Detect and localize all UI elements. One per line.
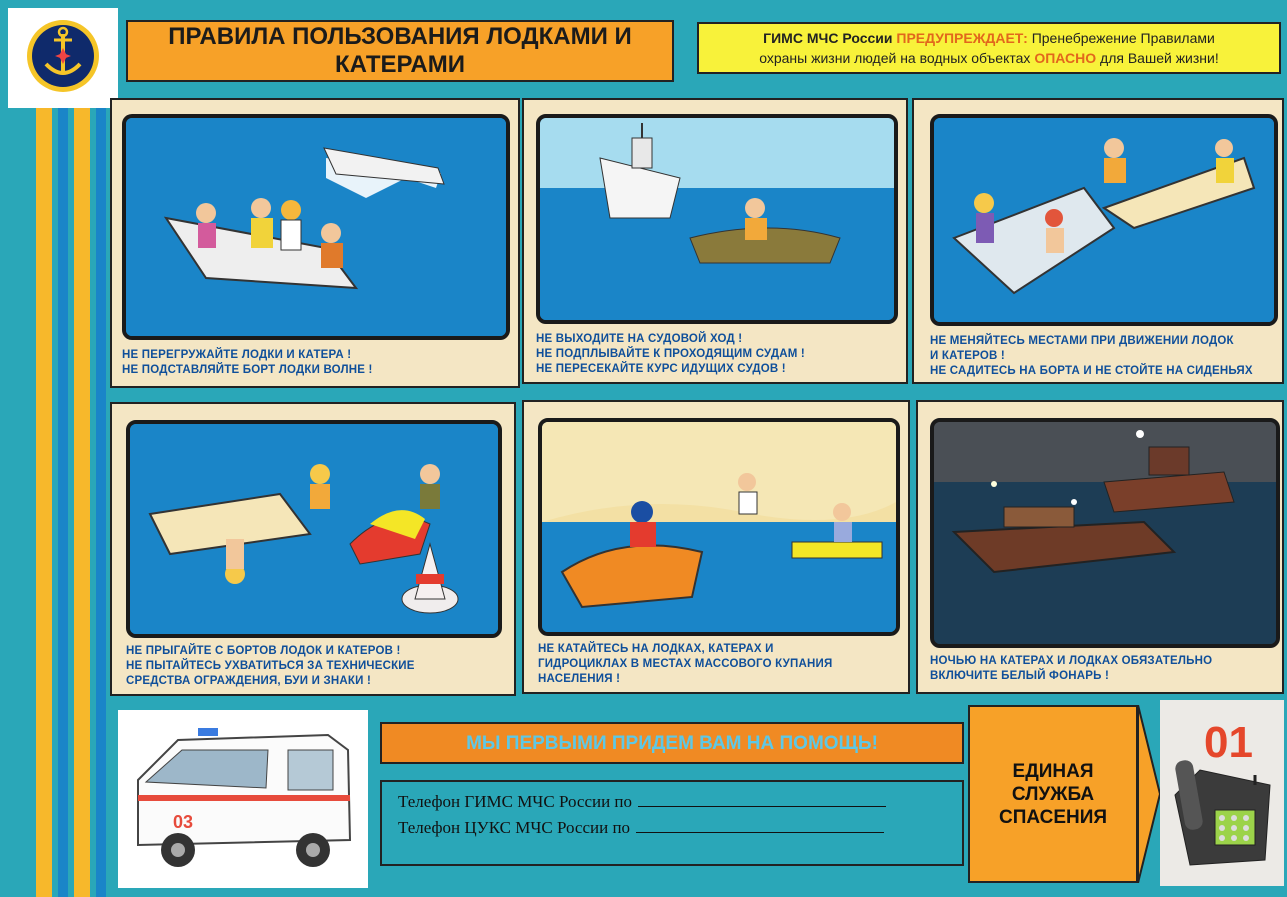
warning-text: Пренебрежение Правилами — [1031, 30, 1215, 46]
warning-verb: ПРЕДУПРЕЖДАЕТ: — [896, 30, 1028, 46]
decor-stripe — [96, 95, 106, 897]
decor-stripe — [74, 95, 90, 897]
rule-panel — [522, 400, 910, 694]
rule-caption: СРЕДСТВА ОГРАЖДЕНИЯ, БУИ И ЗНАКИ ! — [126, 675, 372, 687]
rule-caption: НОЧЬЮ НА КАТЕРАХ И ЛОДКАХ ОБЯЗАТЕЛЬНО — [930, 655, 1213, 667]
rule-panel — [916, 400, 1284, 694]
ship-crossing-icon — [536, 114, 898, 324]
rule-caption: НЕ ПОДПЛЫВАЙТЕ К ПРОХОДЯЩИМ СУДАМ ! — [536, 348, 805, 360]
warning-text: для Вашей жизни! — [1100, 50, 1219, 66]
page-title — [126, 20, 674, 82]
rule-caption: НЕ МЕНЯЙТЕСЬ МЕСТАМИ ПРИ ДВИЖЕНИИ ЛОДОК — [930, 335, 1234, 347]
rule-caption: НЕ ПОДСТАВЛЯЙТЕ БОРТ ЛОДКИ ВОЛНЕ ! — [122, 364, 373, 376]
switching-boats-icon — [930, 114, 1278, 326]
rule-caption: НАСЕЛЕНИЯ ! — [538, 673, 621, 685]
rule-caption: ВКЛЮЧИТЕ БЕЛЫЙ ФОНАРЬ ! — [930, 670, 1109, 682]
ambulance-number: 03 — [173, 812, 194, 832]
emergency-service-box — [968, 705, 1138, 883]
service-line: СЛУЖБА — [1011, 783, 1095, 805]
rule-caption: НЕ ПЕРЕГРУЖАЙТЕ ЛОДКИ И КАТЕРА ! — [122, 349, 352, 361]
decor-stripe — [58, 95, 68, 897]
rule-panel — [110, 402, 516, 696]
phone-blank — [636, 818, 884, 833]
decor-stripe — [36, 95, 52, 897]
rule-panel — [912, 98, 1284, 384]
jetski-beach-icon — [538, 418, 900, 636]
rule-caption: НЕ КАТАЙТЕСЬ НА ЛОДКАХ, КАТЕРАХ И — [538, 643, 774, 655]
phone-label: Телефон ЦУКС МЧС России по — [398, 818, 631, 837]
rule-caption: НЕ ВЫХОДИТЕ НА СУДОВОЙ ХОД ! — [536, 333, 743, 345]
rule-panel — [110, 98, 520, 388]
help-banner: МЫ ПЕРВЫМИ ПРИДЕМ ВАМ НА ПОМОЩЬ! — [380, 722, 964, 764]
phone-box — [380, 780, 964, 866]
rule-caption: И КАТЕРОВ ! — [930, 350, 1005, 362]
jumping-from-boat-icon — [126, 420, 502, 638]
warning-danger: ОПАСНО — [1034, 50, 1097, 66]
phone-label: Телефон ГИМС МЧС России по — [398, 792, 633, 811]
service-line: ЕДИНАЯ — [1012, 760, 1094, 782]
arrow-icon — [1138, 705, 1162, 883]
anchor-emblem-icon — [8, 8, 118, 108]
overloaded-boat-icon — [122, 114, 510, 340]
emergency-number: 01 — [1204, 718, 1253, 767]
title-line: КАТЕРАМИ — [335, 51, 465, 78]
service-line: СПАСЕНИЯ — [998, 806, 1108, 828]
rule-caption: НЕ ПЕРЕСЕКАЙТЕ КУРС ИДУЩИХ СУДОВ ! — [536, 363, 786, 375]
warning-text: охраны жизни людей на водных объектах — [759, 50, 1031, 66]
ambulance-icon — [118, 710, 368, 888]
rule-caption: ГИДРОЦИКЛАХ В МЕСТАХ МАССОВОГО КУПАНИЯ — [538, 658, 833, 670]
logo — [8, 8, 118, 108]
phone-blank — [638, 792, 886, 807]
phone-line — [398, 818, 884, 838]
warning-org: ГИМС МЧС России — [763, 30, 893, 46]
warning-banner — [697, 22, 1281, 74]
rule-caption: НЕ САДИТЕСЬ НА БОРТА И НЕ СТОЙТЕ НА СИДЕНЬЯХ — [930, 365, 1253, 377]
title-line: ПРАВИЛА ПОЛЬЗОВАНИЯ ЛОДКАМИ И — [168, 23, 632, 50]
rule-caption: НЕ ПРЫГАЙТЕ С БОРТОВ ЛОДОК И КАТЕРОВ ! — [126, 645, 401, 657]
rule-caption: НЕ ПЫТАЙТЕСЬ УХВАТИТЬСЯ ЗА ТЕХНИЧЕСКИЕ — [126, 660, 415, 672]
rule-panel — [522, 98, 908, 384]
night-boat-icon — [930, 418, 1280, 648]
phone-line — [398, 792, 886, 812]
